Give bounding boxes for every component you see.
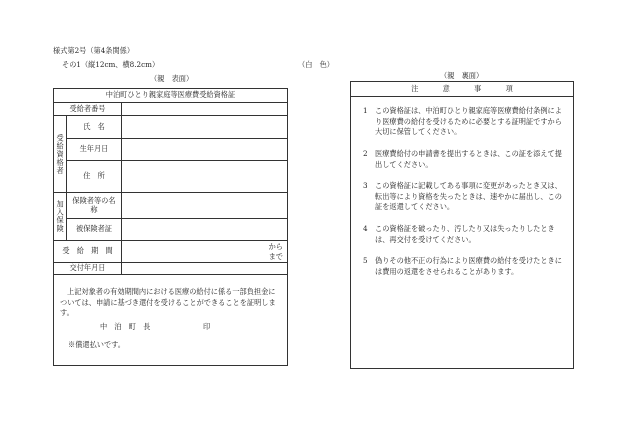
notice-number: 4 (363, 224, 368, 233)
notice-item (363, 224, 563, 245)
insured-person-label: 被保険者証 (67, 219, 122, 241)
notice-number: 5 (363, 256, 368, 265)
period-value (122, 241, 288, 263)
name-value (122, 116, 288, 139)
birthdate-label: 生年月日 (67, 139, 122, 161)
issuer-name: 中 泊 町 長 (100, 322, 151, 331)
notice-text: この資格証を破ったり、汚したり又は失ったりしたときは、再交付を受けてください。 (375, 224, 555, 244)
issue-date-label: 交付年月日 (54, 263, 122, 275)
certificate-front (53, 88, 288, 366)
period-label: 受 給 期 間 (54, 241, 122, 263)
notice-text: この資格証に記載してある事項に変更があったとき又は、転出等により資格を失ったときは、速やかに届出し、この証を返還してください。 (375, 181, 562, 212)
issue-date-value (122, 263, 288, 275)
recipient-number-value (122, 103, 288, 116)
qualified-person-cell (54, 116, 67, 193)
address-label: 住 所 (67, 161, 122, 193)
notice-item (363, 181, 563, 213)
certificate-back (350, 81, 574, 369)
notice-text: 偽りその他不正の行為により医療費の給付を受けたときには費用の返還をさせられることがあります。 (375, 256, 562, 276)
insurance-cell (54, 193, 67, 241)
front-side-label: （親 表面） (150, 74, 194, 83)
form-number: 様式第2号（第4条関係） (53, 46, 135, 55)
refund-note: ※償還払いです。 (68, 340, 125, 349)
notice-text: 医療費給付の申請書を提出するときは、この証を添えて提出してください。 (375, 149, 562, 169)
qualified-person-label: 受給資格者 (56, 133, 66, 175)
color-spec: （白 色） (298, 60, 334, 69)
size-spec: その1（縦12cm、横8.2cm） (62, 60, 160, 69)
notice-item (363, 149, 563, 170)
notice-text: この資格証は、中泊町ひとり親家庭等医療費給付条例により医療費の給付を受けるために必要とする証明証ですから大切に保管してください。 (375, 106, 562, 137)
recipient-number-label: 受給者番号 (54, 103, 122, 116)
period-to: まで (268, 251, 283, 261)
address-value (122, 161, 288, 193)
notice-item (363, 256, 563, 277)
notice-item (363, 106, 563, 138)
insurer-label: 保険者等の名称 (67, 193, 122, 219)
certificate-title: 中泊町ひとり親家庭等医療費受給資格証 (54, 89, 288, 103)
birthdate-value (122, 139, 288, 161)
notice-title: 注 意 事 項 (351, 82, 573, 97)
insurer-value (122, 193, 288, 219)
period-from: から (268, 241, 283, 251)
insured-person-value (122, 219, 288, 241)
back-side-label: （親 裏面） (440, 71, 484, 80)
seal-mark: 印 (203, 322, 211, 331)
certification-block (54, 275, 288, 366)
notice-number: 1 (363, 106, 368, 115)
notice-number: 3 (363, 181, 368, 190)
name-label: 氏 名 (67, 116, 122, 139)
insurance-label: 加入保険 (56, 200, 66, 233)
certification-text: 上記対象者の有効期間内における医療の給付に係る一部負担金については、申請に基づき還付を受けることができることを証明します。 (60, 287, 276, 318)
notice-number: 2 (363, 149, 368, 158)
